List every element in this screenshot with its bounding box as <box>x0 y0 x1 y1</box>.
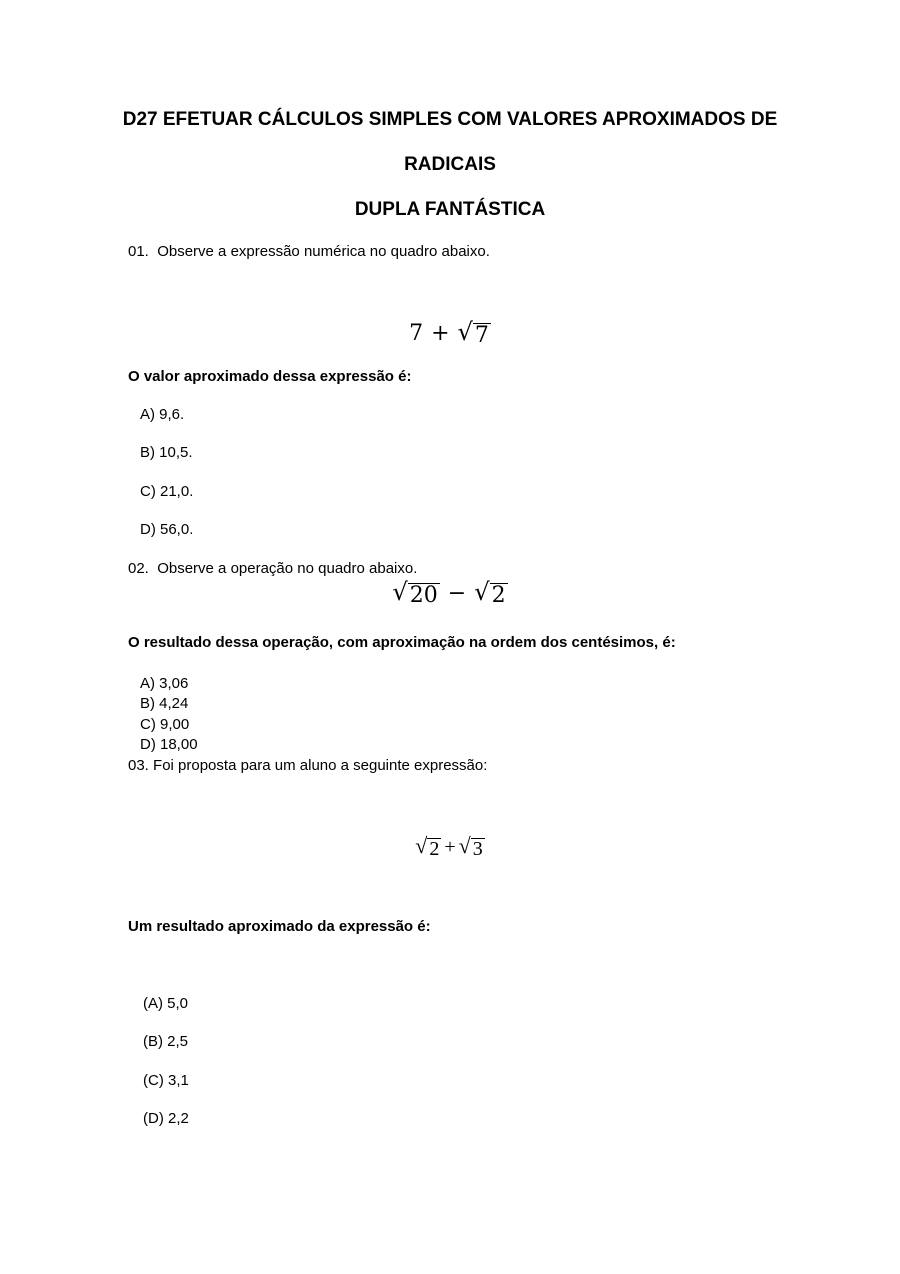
question-1-prompt <box>128 243 490 260</box>
expr-1-radicand: 7 <box>474 323 489 348</box>
question-3-expression <box>0 835 900 860</box>
question-2-question: O resultado dessa operação, com aproximação na ordem dos centésimos, é: <box>128 634 676 651</box>
question-3-option-a: (A) 5,0 <box>143 995 189 1012</box>
question-2-option-a: A) 3,06 <box>140 675 189 692</box>
page-title-line2: RADICAIS <box>404 154 496 175</box>
question-1-option-a: A) 9,6. <box>140 406 185 423</box>
expr-1-term: 7 <box>409 321 424 346</box>
question-3-text: Foi proposta para um aluno a seguinte expressão: <box>153 757 488 774</box>
expr-3-radicand-1: 2 <box>429 838 440 860</box>
question-1-option-c: C) 21,0. <box>140 483 194 500</box>
question-3-option-b: (B) 2,5 <box>143 1033 189 1050</box>
sqrt-symbol: √ 20 <box>392 578 438 608</box>
question-1-option-b: B) 10,5. <box>140 444 193 461</box>
question-2-text: Observe a operação no quadro abaixo. <box>157 560 418 577</box>
sqrt-symbol: √ 2 <box>474 578 506 608</box>
question-2-option-d: D) 18,00 <box>140 736 198 753</box>
expr-2-radicand-1: 20 <box>409 583 438 608</box>
expr-3-operator: + <box>444 836 456 858</box>
expr-3-radicand-2: 3 <box>472 838 483 860</box>
question-1-option-d: D) 56,0. <box>140 521 194 538</box>
question-1-question: O valor aproximado dessa expressão é: <box>128 368 412 385</box>
question-1-number: 01. <box>128 243 149 260</box>
question-3-number: 03. <box>128 757 149 774</box>
question-2-prompt <box>128 560 417 577</box>
page-subtitle: DUPLA FANTÁSTICA <box>354 199 546 220</box>
expr-1-operator: + <box>431 321 450 346</box>
question-3-prompt <box>128 757 487 774</box>
question-1-text: Observe a expressão numérica no quadro abaixo. <box>157 243 490 260</box>
page-title-line1: D27 EFETUAR CÁLCULOS SIMPLES COM VALORES APROXIMADOS DE <box>122 109 778 130</box>
question-1-expression <box>0 320 900 347</box>
question-3-question: Um resultado aproximado da expressão é: <box>128 918 431 935</box>
sqrt-symbol: √ 2 <box>415 833 440 860</box>
question-2-option-b: B) 4,24 <box>140 695 189 712</box>
question-3-option-d: (D) 2,2 <box>143 1110 189 1127</box>
sqrt-symbol: √ 7 <box>457 318 489 348</box>
sqrt-symbol: √ 3 <box>458 833 483 860</box>
expr-2-radicand-2: 2 <box>491 583 506 608</box>
expr-2-operator: − <box>447 581 467 606</box>
question-2-option-c: C) 9,00 <box>140 716 190 733</box>
question-3-option-c: (C) 3,1 <box>143 1072 189 1089</box>
question-2-number: 02. <box>128 560 149 577</box>
question-2-expression <box>0 580 900 607</box>
